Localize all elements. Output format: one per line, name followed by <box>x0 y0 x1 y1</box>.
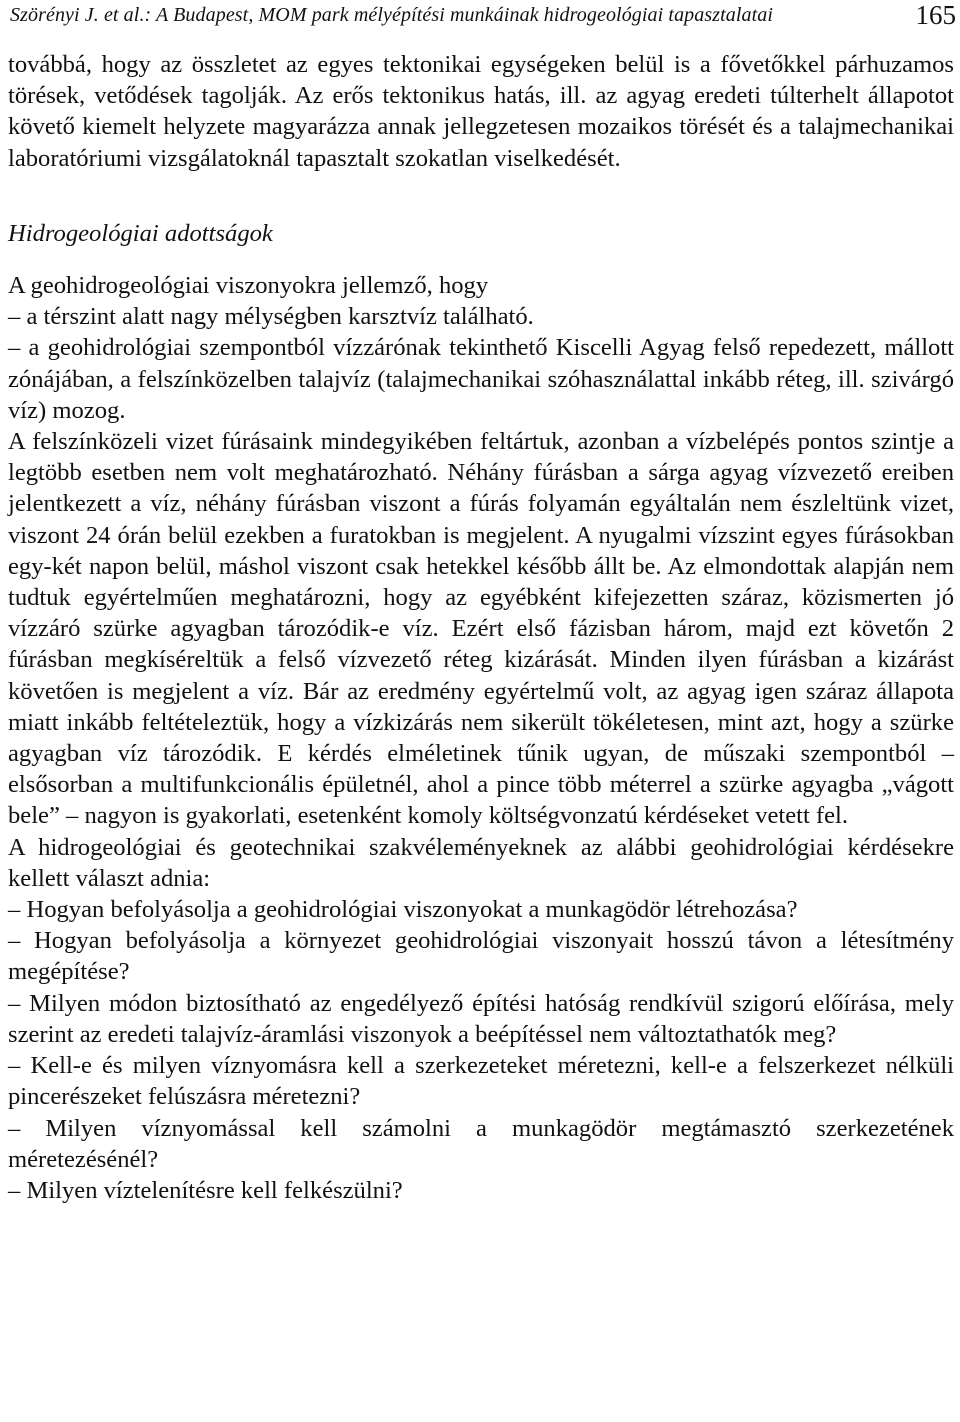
question-item: – Milyen víztelenítésre kell felkészülni? <box>8 1176 403 1204</box>
question-item: – Hogyan befolyásolja a környezet geohidrológiai viszonyait hosszú távon a létesítmény megépítése? <box>8 927 954 986</box>
document-page <box>8 0 956 1204</box>
question-item: – Milyen víznyomással kell számolni a munkagödör megtámasztó szerkezetének méretezésénél? <box>8 1114 954 1173</box>
paragraph-conditions-intro: A geohidrogeológiai viszonyokra jellemző, hogy <box>8 272 489 300</box>
paragraph-tectonics: továbbá, hogy az összletet az egyes tektonikai egységeken belül is a fővetőkkel párhuzamos törések, vetődések tagolják. Az erős tektonikus hatás, ill. az agyag eredeti túlterhelt állapotot követő kiemelt helyzete magyarázza annak jellegzetesen mozaikos törését és a talajmechanikai laboratóriumi vizsgálatoknál tapasztalt szokatlan viselkedését. <box>8 51 954 172</box>
condition-item-groundwater: – a geohidrológiai szempontból vízzárónak tekinthető Kiscelli Agyag felső repedezett, mállott zónájában, a felszínközelben talajvíz (talajmechanikai szóhasználattal inkább réteg, ill. szivárgó víz) mozog. <box>8 334 954 424</box>
running-title: Szörényi J. et al.: A Budapest, MOM park mélyépítési munkáinak hidrogeológiai tapasztalatai <box>10 4 774 26</box>
condition-item-karst: – a térszint alatt nagy mélységben karsztvíz található. <box>8 303 534 331</box>
paragraph-boreholes: A felszínközeli vizet fúrásaink mindegyikében feltártuk, azonban a vízbelépés pontos szintje a legtöbb esetben nem volt meghatározható. Néhány fúrásban a sárga agyag vízvezető ereiben jelentkezett a víz, néhány fúrásban viszont a fúrás folyamán egyáltalán nem észleltünk vizet, viszont 24 órán belül ezekben a furatokban is megjelent. A nyugalmi vízszint egyes fúrásokban egy-két napon belül, máshol viszont csak hetekkel később állt be. Az elmondottak alapján nem tudtuk egyértelműen meghatározni, hogy az egyébként kifejezetten száraz, közismerten jó vízzáró szürke agyagban tározódik-e víz. Ezért első fázisban három, majd ezt követőn 2 fúrásban megkíséreltük a felső vízvezető réteg kizárását. Minden ilyen fúrásban a kizárást követően is megjelent a víz. Bár az eredmény egyértelmű volt, az agyag igen száraz állapota miatt inkább feltételeztük, hogy a vízkizárás nem sikerült tökéletesen, mint azt, hogy a szürke agyagban víz tározódik. E kérdés elméletinek tűnik ugyan, de műszaki szempontból – elsősorban a multifunkcionális épületnél, ahol a pince több méterrel a szürke agyagba „vágott bele” – nagyon is gyakorlati, esetenként komoly költségvonzatú kérdéseket vetett fel. <box>8 428 954 830</box>
body-text <box>8 49 954 1206</box>
section-heading: Hidrogeológiai adottságok <box>8 219 273 247</box>
question-item: – Kell-e és milyen víznyomásra kell a szerkezeteket méretezni, kell-e a felszerkezet nélküli pincerészeket felúszásra méretezni? <box>8 1052 954 1111</box>
page-number: 165 <box>915 0 956 30</box>
question-item: – Milyen módon biztosítható az engedélyező építési hatóság rendkívül szigorú előírása, mely szerint az eredeti talajvíz-áramlási viszonyok a beépítéssel nem változtathatók meg? <box>8 989 954 1048</box>
running-header <box>8 0 954 46</box>
paragraph-questions-intro: A hidrogeológiai és geotechnikai szakvéleményeknek az alábbi geohidrológiai kérdésekre kellett választ adnia: <box>8 833 954 892</box>
question-item: – Hogyan befolyásolja a geohidrológiai viszonyokat a munkagödör létrehozása? <box>8 896 798 924</box>
